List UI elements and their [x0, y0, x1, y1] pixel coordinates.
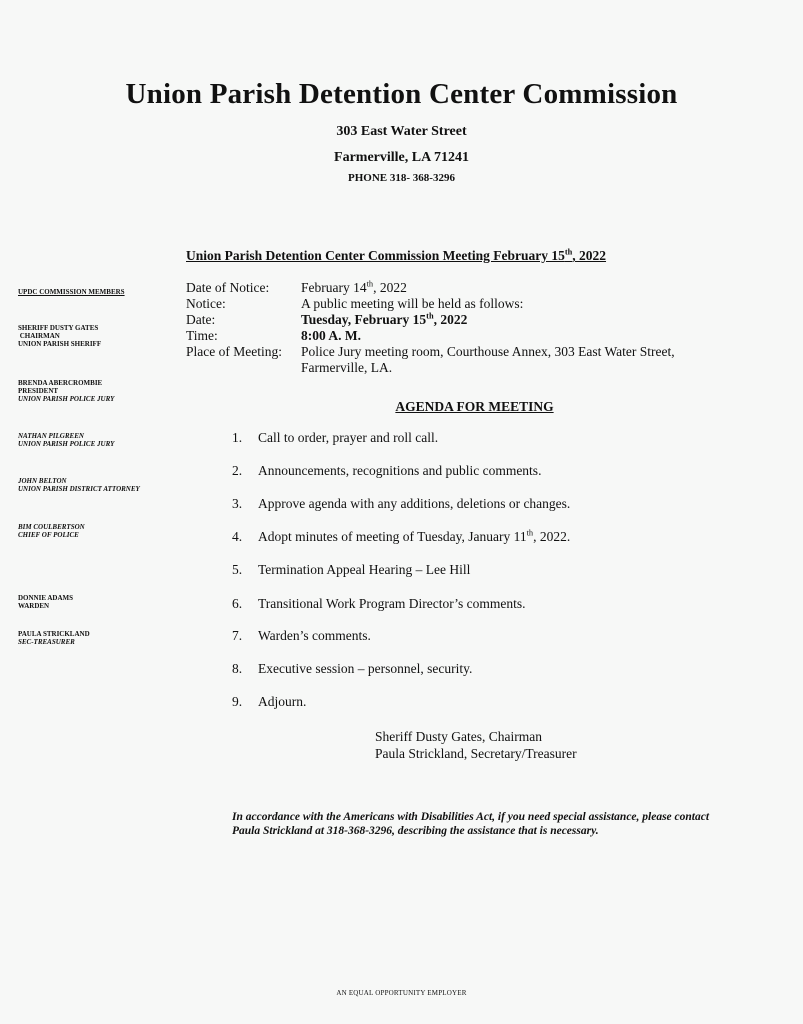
agenda-item-text: Executive session – personnel, security.	[258, 661, 473, 676]
footer-eoe: AN EQUAL OPPORTUNITY EMPLOYER	[336, 989, 467, 997]
meeting-title-sup: th	[564, 247, 573, 257]
date-of-notice-text: February 14	[301, 280, 367, 295]
member-belton	[18, 477, 188, 493]
member-role: UNION PARISH POLICE JURY	[18, 395, 115, 403]
organization-title: Union Parish Detention Center Commission	[125, 78, 678, 110]
member-name: JOHN BELTON	[18, 477, 67, 485]
agenda-item-number: 3.	[232, 496, 243, 511]
place-label: Place of Meeting:	[186, 344, 282, 359]
agenda-item-number: 7.	[232, 628, 243, 643]
member-name: NATHAN PILGREEN	[18, 432, 84, 440]
signoff-secretary: Paula Strickland, Secretary/Treasurer	[375, 746, 577, 761]
agenda-item-text: Call to order, prayer and roll call.	[258, 430, 439, 445]
meeting-title-suffix: , 2022	[572, 248, 607, 263]
agenda-item	[232, 562, 470, 578]
agenda-item	[232, 694, 306, 710]
member-gates	[18, 324, 188, 348]
agenda-item-text: Termination Appeal Hearing – Lee Hill	[258, 562, 471, 577]
agenda-item-number: 5.	[232, 562, 243, 577]
agenda-item	[232, 628, 371, 644]
agenda-item	[232, 463, 541, 479]
date-sup: th	[426, 311, 434, 321]
agenda-item-suffix: , 2022.	[533, 529, 571, 544]
date-of-notice-suffix: , 2022	[373, 280, 407, 295]
member-role: PRESIDENT	[18, 387, 59, 395]
member-name: DONNIE ADAMS	[18, 594, 74, 602]
time-value: 8:00 A. M.	[301, 328, 361, 343]
agenda-item-number: 8.	[232, 661, 243, 676]
notice-value: A public meeting will be held as follows:	[301, 296, 524, 311]
date-text: Tuesday, February 15	[301, 312, 427, 327]
date-of-notice-label: Date of Notice:	[186, 280, 270, 295]
agenda-item	[232, 496, 570, 512]
agenda-item	[232, 529, 570, 545]
date-label: Date:	[186, 312, 216, 327]
agenda-item-number: 1.	[232, 430, 243, 445]
date-suffix: , 2022	[433, 312, 468, 327]
agenda-item-text: Adopt minutes of meeting of Tuesday, January 11	[258, 529, 527, 544]
member-name: PAULA STRICKLAND	[18, 630, 90, 638]
phone-number: PHONE 318- 368-3296	[348, 172, 455, 184]
agenda-item-text: Transitional Work Program Director’s comments.	[258, 596, 526, 611]
ada-notice: In accordance with the Americans with Disabilities Act, if you need special assistance, please contact Paula Strickland at 318-368-3296, describing the assistance that is necessary.	[232, 811, 710, 837]
date-of-notice-sup: th	[366, 279, 374, 289]
member-name: BIM COULBERTSON	[18, 523, 85, 531]
agenda-item-text: Announcements, recognitions and public comments.	[258, 463, 542, 478]
notice-label: Notice:	[186, 296, 226, 311]
time-label: Time:	[186, 328, 218, 343]
agenda-heading: AGENDA FOR MEETING	[395, 399, 554, 414]
member-role: CHIEF OF POLICE	[18, 531, 79, 539]
agenda-item-text: Warden’s comments.	[258, 628, 371, 643]
date-value	[301, 312, 467, 328]
signoff-block	[375, 728, 577, 762]
agenda-item-number: 9.	[232, 694, 243, 709]
member-role: CHAIRMAN	[18, 332, 60, 340]
meeting-title	[186, 248, 606, 264]
agenda-item	[232, 661, 472, 677]
member-pilgreen	[18, 432, 188, 448]
members-title: UPDC COMMISSION MEMBERS	[18, 288, 125, 296]
member-role: WARDEN	[18, 602, 50, 610]
agenda-item-sup: th	[526, 528, 534, 538]
agenda-item-number: 2.	[232, 463, 243, 478]
member-coulbertson	[18, 523, 188, 539]
address-street: 303 East Water Street	[336, 124, 467, 139]
place-value: Police Jury meeting room, Courthouse Annex, 303 East Water Street, Farmerville, LA.	[301, 344, 675, 375]
agenda-item	[232, 596, 526, 612]
date-of-notice-value	[301, 280, 407, 296]
agenda-item-text: Adjourn.	[258, 694, 307, 709]
member-name: BRENDA ABERCROMBIE	[18, 379, 103, 387]
member-name: SHERIFF DUSTY GATES	[18, 324, 99, 332]
agenda-item-number: 4.	[232, 529, 243, 544]
signoff-chairman: Sheriff Dusty Gates, Chairman	[375, 729, 542, 744]
agenda-item-text: Approve agenda with any additions, deletions or changes.	[258, 496, 571, 511]
member-role: UNION PARISH DISTRICT ATTORNEY	[18, 485, 140, 493]
member-strickland	[18, 630, 188, 646]
meeting-title-text: Union Parish Detention Center Commission Meeting February 15	[186, 248, 565, 263]
agenda-item-number: 6.	[232, 596, 243, 611]
address-city: Farmerville, LA 71241	[334, 150, 469, 165]
member-role: UNION PARISH POLICE JURY	[18, 440, 115, 448]
agenda-item	[232, 430, 438, 446]
member-adams	[18, 594, 188, 610]
member-role: SEC-TREASURER	[18, 638, 75, 646]
member-role: UNION PARISH SHERIFF	[18, 340, 102, 348]
